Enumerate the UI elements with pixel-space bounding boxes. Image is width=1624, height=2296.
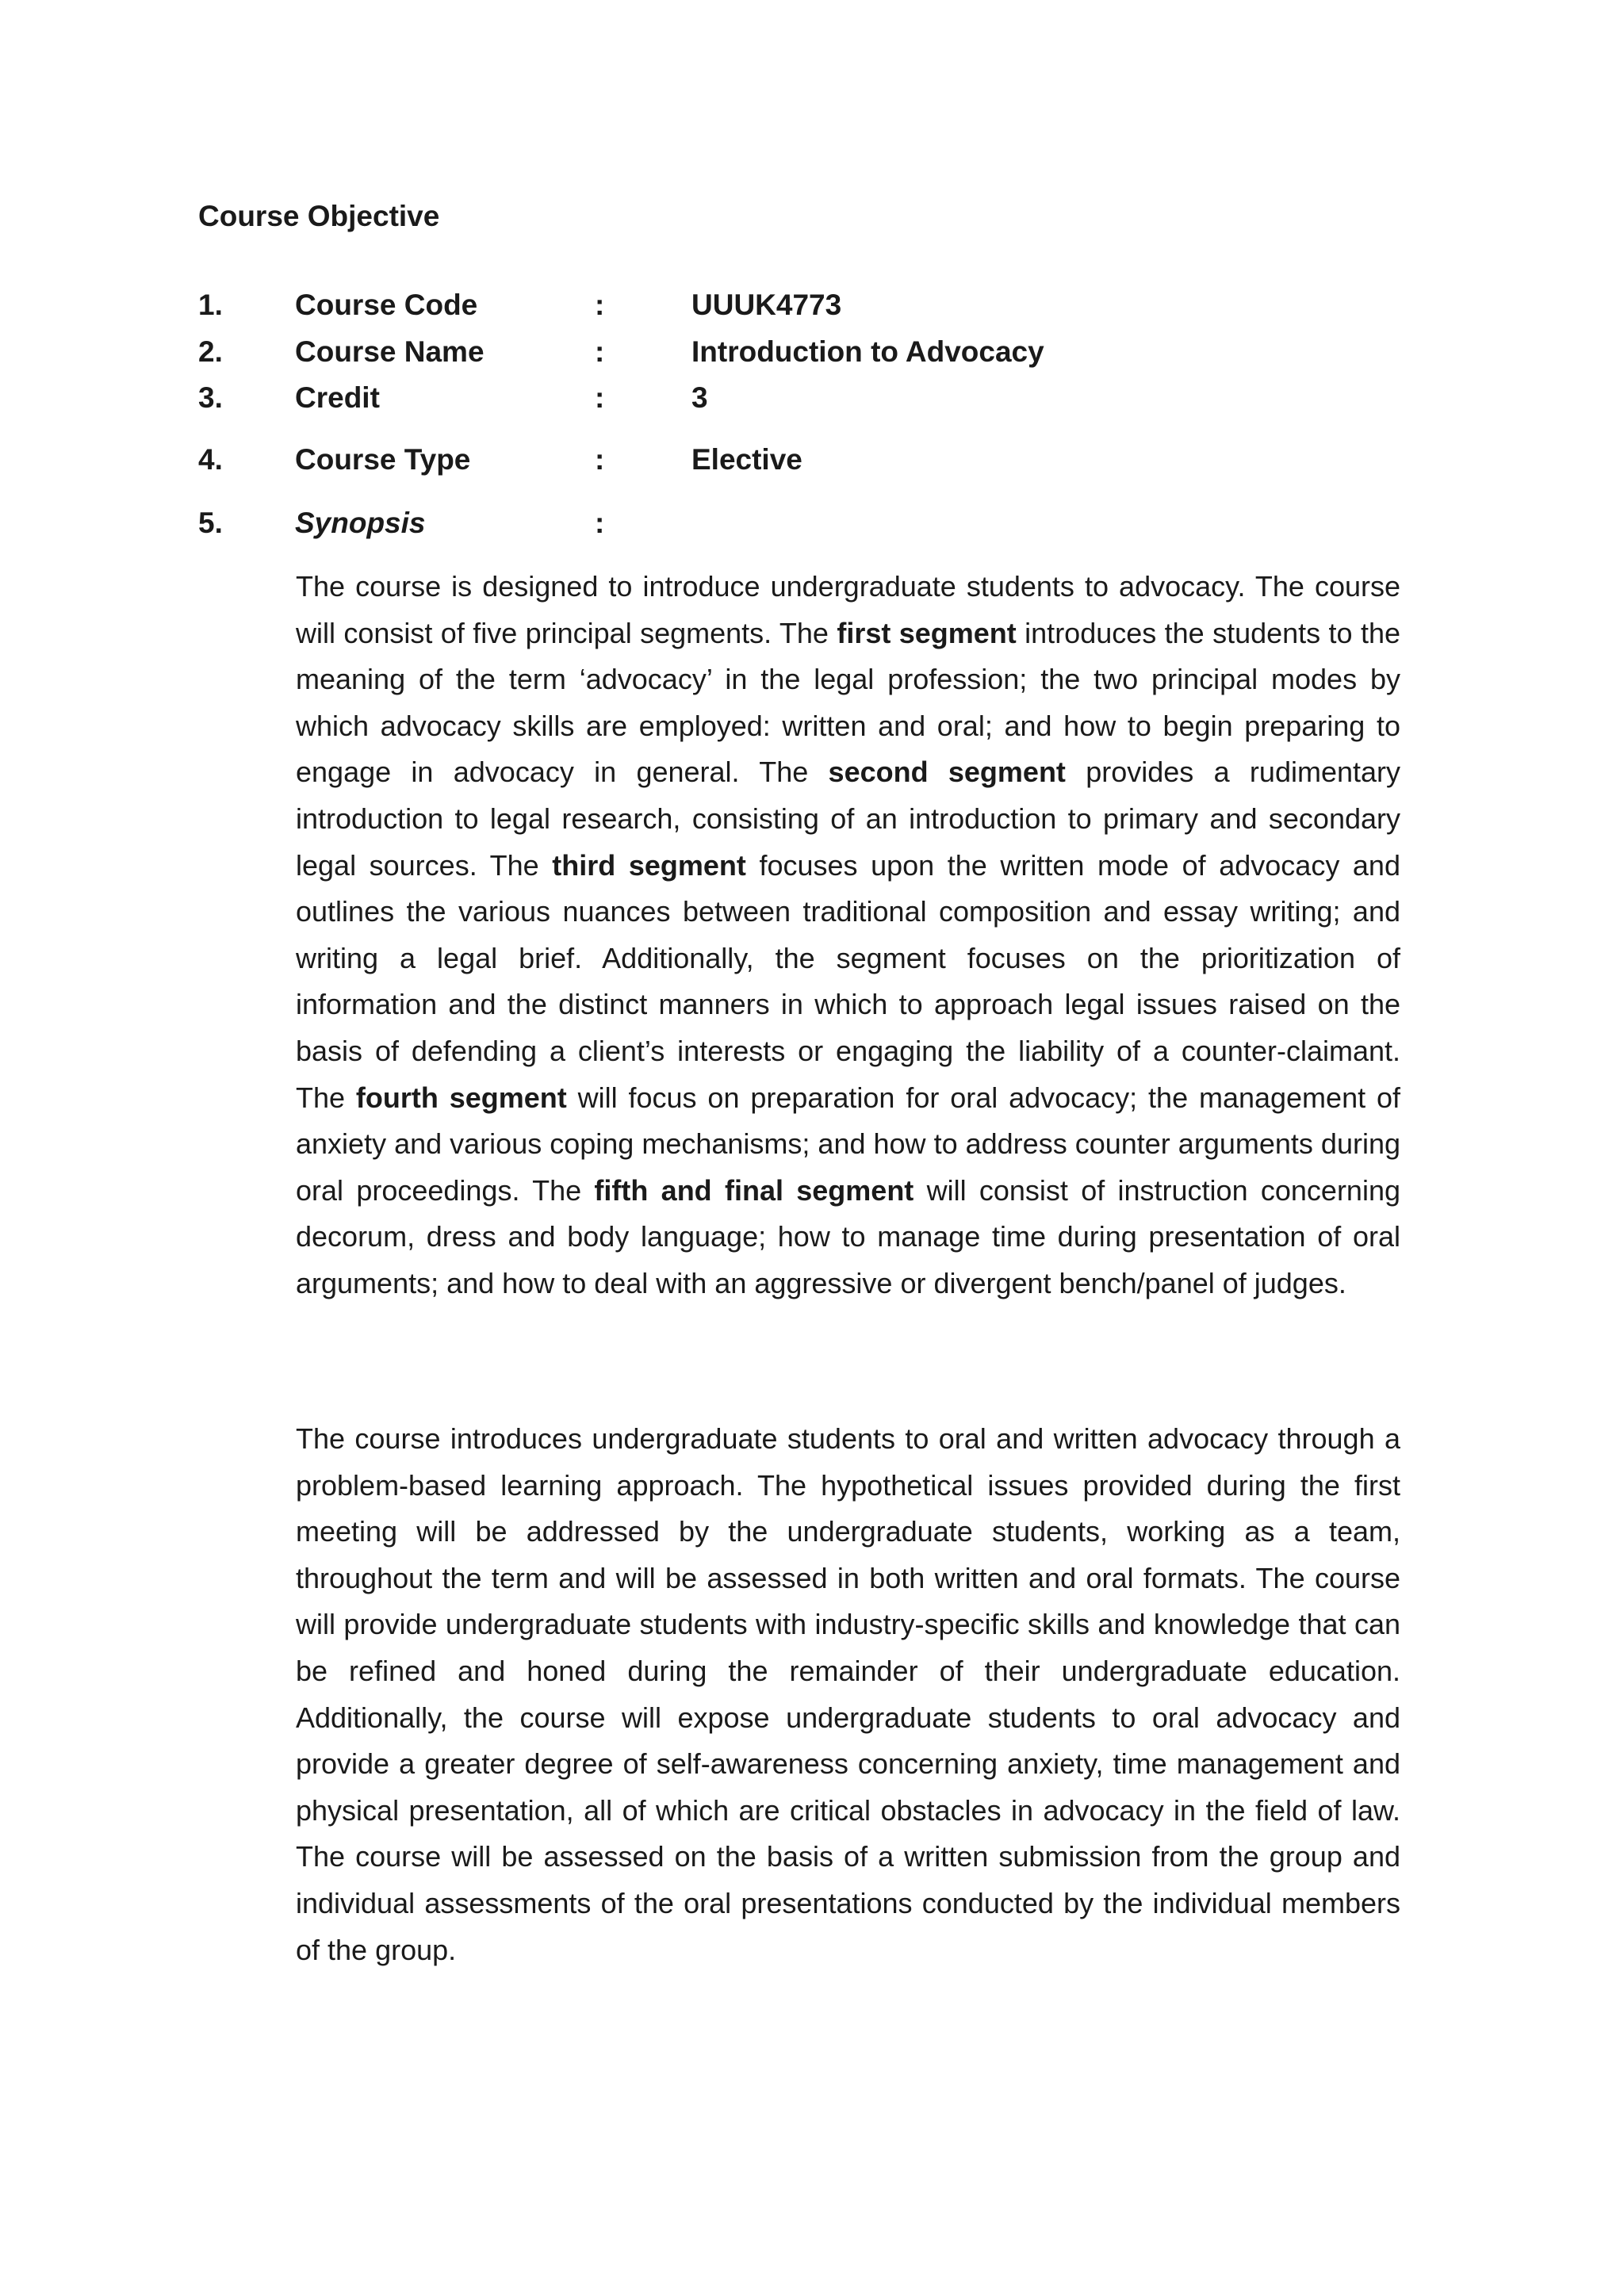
field-label: Course Type: [295, 443, 471, 476]
field-row-course-type: [198, 443, 1388, 483]
field-number: 4.: [198, 443, 223, 476]
text-run: focuses upon the written mode of advocacy and outlines the various nuances between traditional composition and essay writing; and writing a legal brief. Additionally, the segment focuses on the prioritization of information and the distinct manners in which to approach legal issues raised on the basis of defending a client’s interests or engaging the liability of a counter-claimant. The: [296, 848, 1400, 1114]
text-run: will focus on preparation for oral advocacy; the management of anxiety and various coping mechanisms; and how to address counter arguments during oral proceedings. The: [296, 1081, 1400, 1207]
field-row-course-name: [198, 335, 1388, 375]
bold-text-run: fifth and final segment: [594, 1173, 914, 1207]
bold-text-run: third segment: [552, 848, 746, 882]
field-row-credit: [198, 381, 1388, 421]
field-row-course-code: [198, 289, 1388, 328]
field-value: 3: [691, 381, 708, 414]
bold-text-run: fourth segment: [355, 1081, 567, 1114]
field-value: Introduction to Advocacy: [691, 335, 1044, 368]
field-number: 3.: [198, 381, 223, 414]
field-separator: :: [595, 381, 605, 414]
field-value: UUUK4773: [691, 289, 842, 321]
field-separator: :: [595, 289, 605, 321]
text-run: will consist of instruction concerning decorum, dress and body language; how to manage time during presentation of oral arguments; and how to deal with an aggressive or divergent bench/panel of judges.: [296, 1173, 1400, 1299]
bold-text-run: second segment: [828, 756, 1066, 789]
section-heading: Course Objective: [198, 200, 440, 232]
field-separator: :: [595, 335, 605, 368]
field-label: Course Name: [295, 335, 485, 368]
field-number: 2.: [198, 335, 223, 368]
text-run: introduces the students to the meaning of the term ‘advocacy’ in the legal profession; the two principal modes by which advocacy skills are employed: written and oral; and how to begin preparing to engage in advocacy in general. The: [296, 616, 1401, 789]
field-separator: :: [595, 443, 605, 476]
field-label: Credit: [295, 381, 380, 414]
field-label: Course Code: [295, 289, 478, 321]
field-value: Elective: [691, 443, 802, 476]
text-run: provides a rudimentary introduction to legal research, consisting of an introduction to primary and secondary legal sources. The: [296, 756, 1401, 882]
synopsis-paragraph-2: The course introduces undergraduate students to oral and written advocacy through a problem-based learning approach. The hypothetical issues provided during the first meeting will be addressed by the undergraduate students, working as a team, throughout the term and will be assessed in both written and oral formats. The course will provide undergraduate students with industry-specific skills and knowledge that can be refined and honed during the remainder of their undergraduate education. Additionally, the course will expose undergraduate students to oral advocacy and provide a greater degree of self-awareness concerning anxiety, time management and physical presentation, all of which are critical obstacles in advocacy in the field of law. The course will be assessed on the basis of a written submission from the group and individual assessments of the oral presentations conducted by the individual members of the group.: [296, 1422, 1400, 1966]
bold-text-run: first segment: [837, 616, 1017, 649]
synopsis-paragraph-1: [296, 564, 1400, 1307]
field-number: 1.: [198, 289, 223, 321]
text-run: The course is designed to introduce undergraduate students to advocacy. The course will consist of five principal segments. The: [296, 570, 1400, 649]
field-separator: :: [595, 507, 605, 539]
field-number: 5.: [198, 507, 223, 539]
field-row-synopsis: [198, 507, 1388, 546]
field-label: Synopsis: [295, 507, 426, 539]
